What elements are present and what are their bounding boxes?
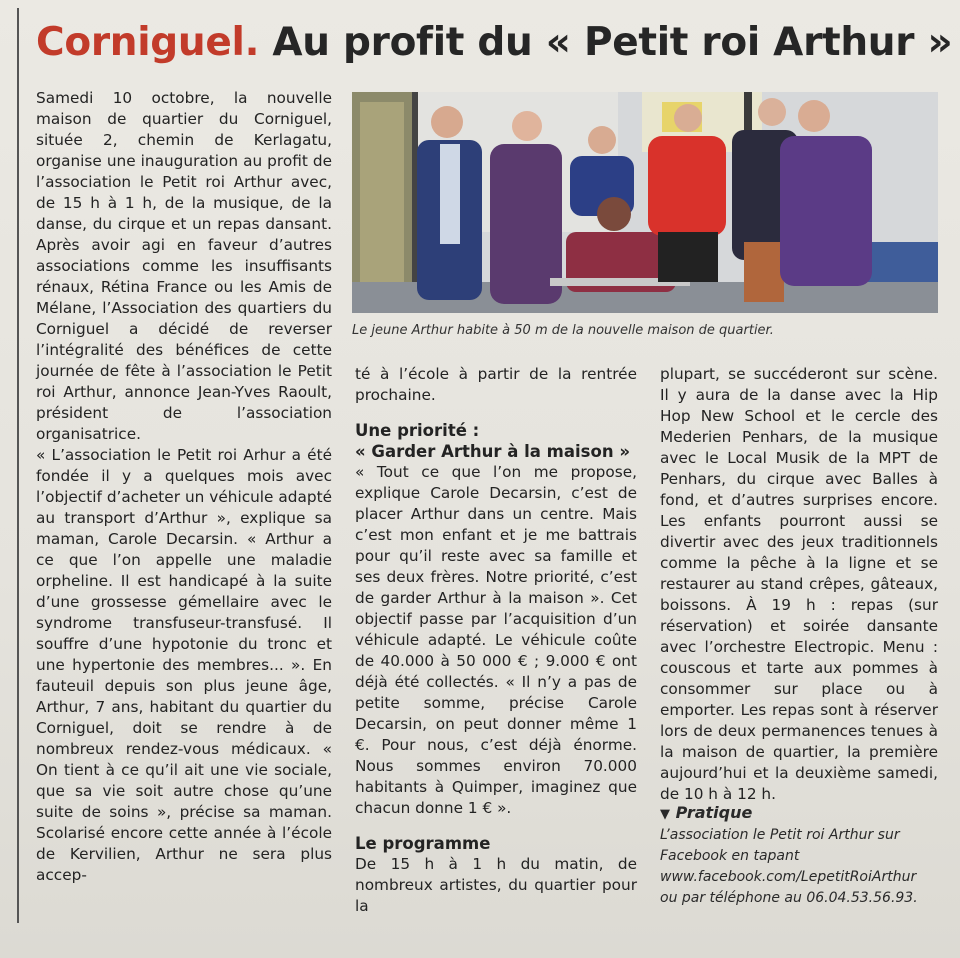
article-paragraph: « Tout ce que l’on me propose, explique Carole Decarsin, c’est de placer Arthur dans un centre. Mais c’est mon enfant et je me battrais pour qu’il reste avec sa famille et ses deux frères. Notre priorité, c’est de garder Arthur à la maison ». Cet objectif passe par l’acquisition d’un véhicule adapté. Le véhicule coûte de 40.000 à 50 000 € ; 9.000 € ont déjà été collectés. « Il n’y a pas de petite somme, précise Carole Decarsin, on peut donner même 1 €. Pour nous, c’est déjà énorme. Nous sommes environ 70.000 habitants à Quimper, imaginez que chacun donne 1 € ».	[355, 463, 637, 817]
subheading-program: Le programme	[355, 834, 491, 853]
article-paragraph: Samedi 10 octobre, la nouvelle maison de quartier du Corniguel, située 2, chemin de Kerlagatu, organise une inauguration au profit de l’association le Petit roi Arthur avec, de 15 h à 1 h, de la musique, de la danse, du cirque et un repas dansant. Après avoir agi en faveur d’autres associations comme les insuffisants rénaux, Rétina France ou les Amis de Mélane, l’Association des quartiers du Corniguel a décidé de reverser l’intégralité des bénéfices de cette journée de fête à l’association le Petit roi Arthur, annonce Jean-Yves Raoult, président de l’association organisatrice.	[36, 89, 332, 443]
pratique-heading	[660, 802, 936, 825]
subheading-priority	[355, 420, 637, 462]
headline-title: Au profit du « Petit roi Arthur »	[272, 20, 953, 65]
pratique-box	[660, 802, 936, 909]
facebook-url: www.facebook.com/LepetitRoiArthur	[660, 869, 917, 885]
pratique-title: Pratique	[675, 803, 753, 822]
article-column-1	[36, 88, 332, 924]
photo-caption: Le jeune Arthur habite à 50 m de la nouvelle maison de quartier.	[352, 323, 774, 338]
subheading-line: Une priorité :	[355, 421, 480, 440]
group-photo-illustration	[352, 92, 938, 313]
column-rule	[17, 8, 19, 923]
article-column-2	[355, 364, 637, 920]
article-paragraph: De 15 h à 1 h du matin, de nombreux artistes, du quartier pour la	[355, 855, 637, 915]
article-paragraph: « L’association le Petit roi Arhur a été fondée il y a quelques mois avec l’objectif d’acheter un véhicule adapté au transport d’Arthur », explique sa maman, Carole Decarsin. « Arthur a ce que l’on appelle une maladie orpheline. Il est handicapé à la suite d’une grossesse gémellaire avec le syndrome transfuseur-transfusé. Il souffre d’une hypotonie du tronc et une hypertonie des membres... ». En fauteuil depuis son plus jeune âge, Arthur, 7 ans, habitant du quartier du Corniguel, doit se rendre à de nombreux rendez-vous médicaux. « On tient à ce qu’il ait une vie sociale, que sa vie soit autre chose qu’une suite de soins », précise sa maman. Scolarisé encore cette année à l’école de Kervilien, Arthur ne sera plus accep-	[36, 446, 332, 884]
article-photo	[352, 92, 938, 313]
triangle-down-icon: ▼	[660, 807, 670, 822]
pratique-line: L’association le Petit roi Arthur sur	[660, 827, 900, 843]
subheading-line: « Garder Arthur à la maison »	[355, 442, 630, 461]
pratique-line: Facebook en tapant	[660, 848, 800, 864]
headline	[36, 15, 952, 71]
article-paragraph: té à l’école à partir de la rentrée prochaine.	[355, 365, 637, 404]
article-paragraph: plupart, se succéderont sur scène. Il y aura de la danse avec la Hip Hop New School et le cercle des Mederien Penhars, de la musique avec le Local Musik de la MPT de Penhars, du cirque avec Balles à fond, et d’autres surprises encore. Les enfants pourront aussi se divertir avec des jeux traditionnels comme la pêche à la ligne et se restaurer au stand crêpes, gâteaux, boissons. À 19 h : repas (sur réservation) et soirée dansante avec l’orchestre Electropic. Menu : couscous et tarte aux pommes à consommer sur place ou à emporter. Les repas sont à réserver lors de deux permanences tenues à la maison de quartier, la première aujourd’hui et la deuxième samedi, de 10 h à 12 h.	[660, 365, 938, 803]
phone-number: ou par téléphone au 06.04.53.56.93.	[660, 890, 918, 906]
headline-location: Corniguel.	[36, 20, 260, 65]
article-column-3	[660, 364, 938, 803]
